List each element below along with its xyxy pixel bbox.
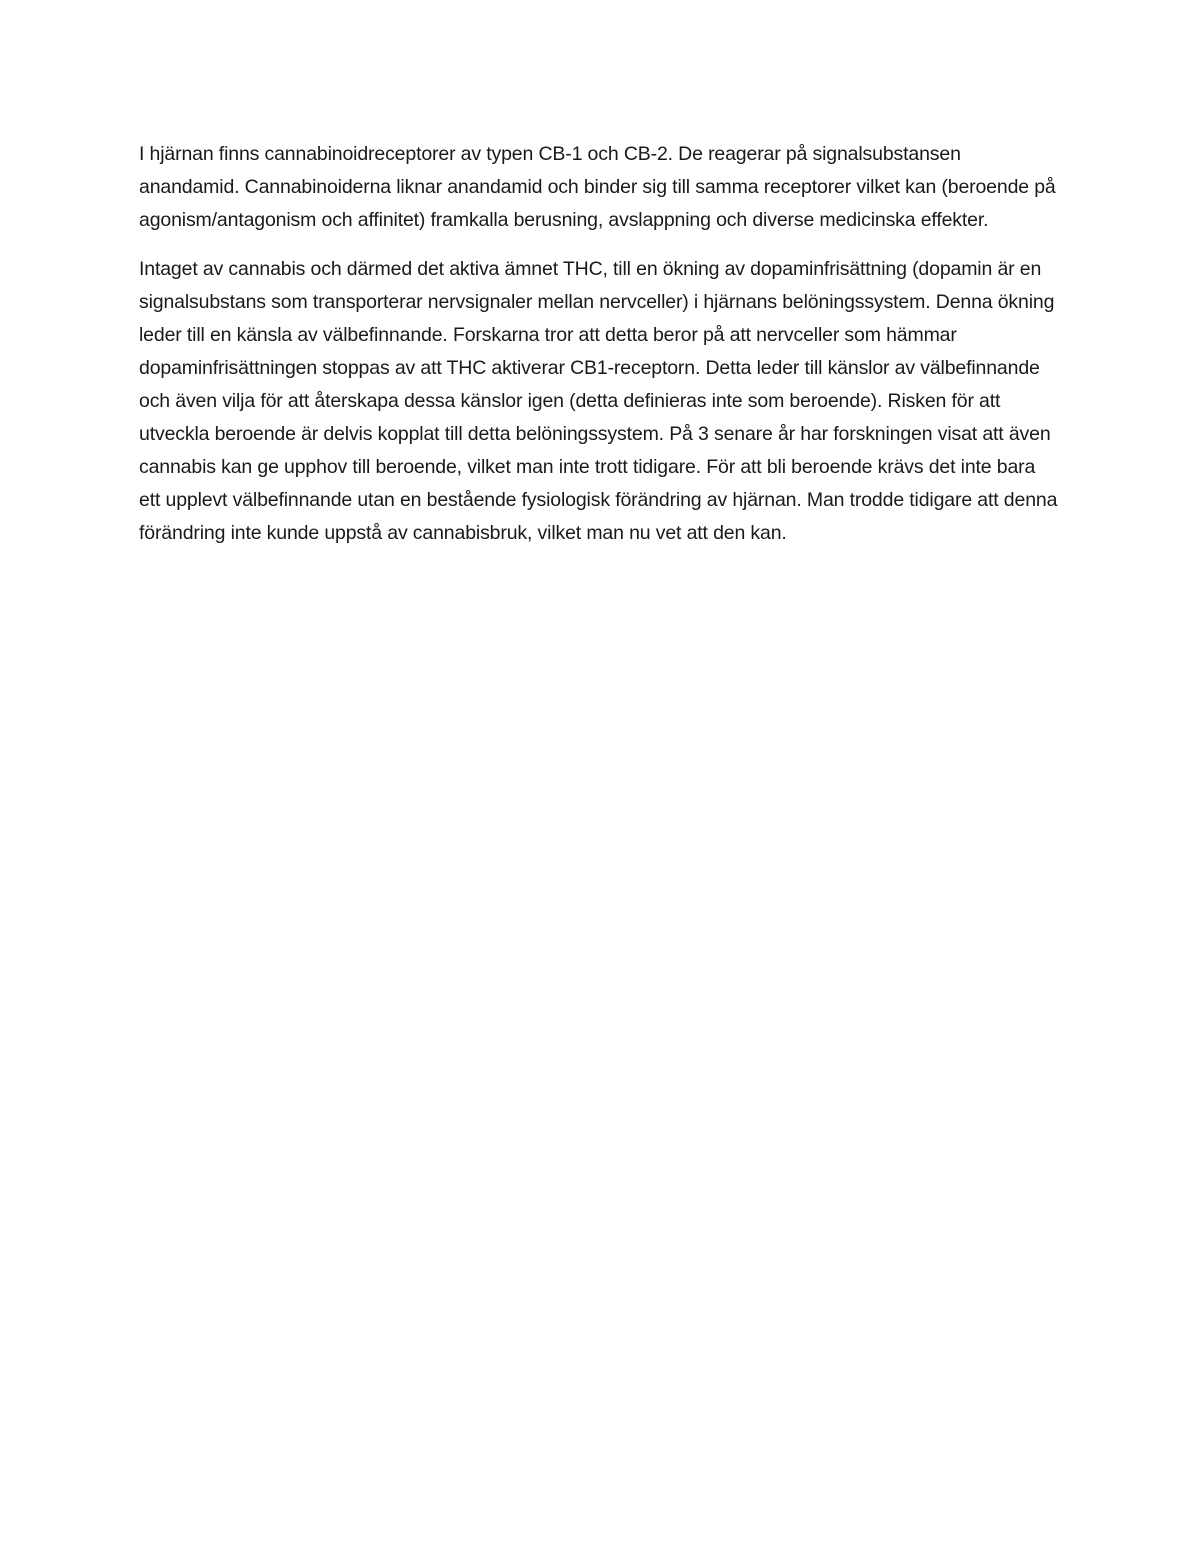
- paragraph-dopamine-reward-system: Intaget av cannabis och därmed det aktiva ämnet THC, till en ökning av dopaminfrisättning (dopamin är en signalsubstans som transporterar nervsignaler mellan nervceller) i hjärnans belöningssystem. Denna ökning leder till en känsla av välbefinnande. Forskarna tror att detta beror på att nervceller som hämmar dopaminfrisättningen stoppas av att THC aktiverar CB1-receptorn. Detta leder till känslor av välbefinnande och även vilja för att återskapa dessa känslor igen (detta definieras inte som beroende). Risken för att utveckla beroende är delvis kopplat till detta belöningssystem. På 3 senare år har forskningen visat att även cannabis kan ge upphov till beroende, vilket man inte trott tidigare. För att bli beroende krävs det inte bara ett upplevt välbefinnande utan en bestående fysiologisk förändring av hjärnan. Man trodde tidigare att denna förändring inte kunde uppstå av cannabisbruk, vilket man nu vet att den kan.: [139, 258, 1058, 544]
- paragraph-cannabinoid-receptors: I hjärnan finns cannabinoidreceptorer av typen CB-1 och CB-2. De reagerar på signalsubstansen anandamid. Cannabinoiderna liknar anandamid och binder sig till samma receptorer vilket kan (beroende på agonism/antagonism och affinitet) framkalla berusning, avslappning och diverse medicinska effekter.: [139, 143, 1056, 231]
- document-body: [139, 138, 1061, 550]
